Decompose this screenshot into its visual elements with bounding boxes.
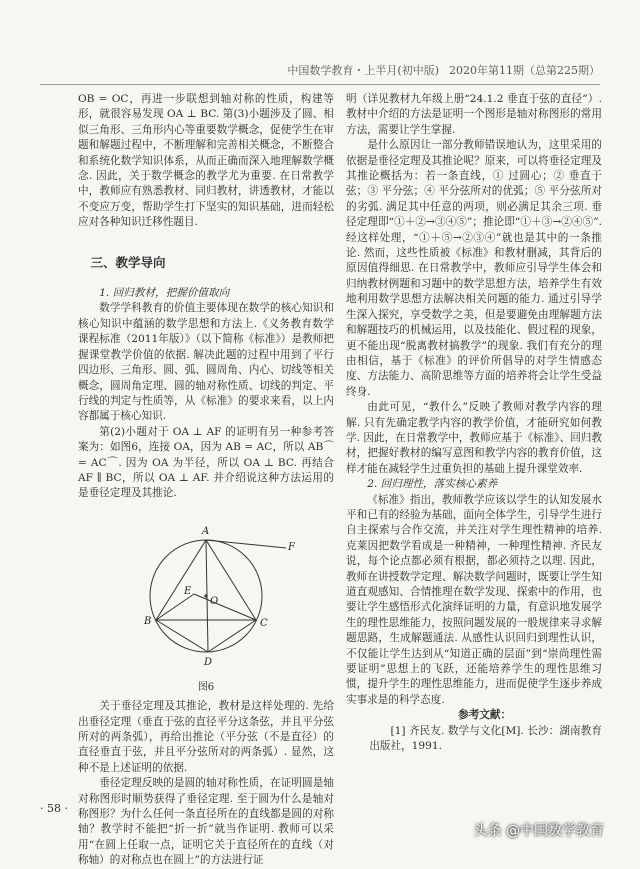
reference-item: [1] 齐民友. 数学与文化[M]. 长沙：湖南教育出版社，1991. bbox=[369, 724, 602, 753]
label-o: O bbox=[210, 595, 219, 607]
right-paragraph-4: 《标准》指出，教师教学应该以学生的认知发展水平和已有的经验为基础，面向全体学生，引导学生进行自主探索与合作交流，并关注对学生理性精神的培养. 克莱因把数学看成是一种精神，一种理性精神. 齐民友说，每个论点都必须有根据，都必须持之以理. 因此，教师在讲授数学定理、解决数学问题时，既要让学生知道直观感知、合情推理在数学发现、探索中的作用，也要让学生感悟形式化演绎证明的力量，有意识地发展学生的理性思维能力，按照问题发展的一般规律来寻求解题思路，生成解题通法. 从感性认识回归到理性认识，不仅能让学生达到从“知道正确的层面”到“崇尚理性需要证明”思想上的飞跃，还能培养学生的理性思维习惯，提升学生的理性思维能力，进而促使学生逐步养成实事求是的科学态度. bbox=[346, 493, 602, 706]
header-rule bbox=[40, 84, 600, 85]
journal-name: 中国数学教育・上半月(初中版) bbox=[287, 64, 439, 77]
label-f: F bbox=[288, 541, 295, 553]
segment-dc bbox=[208, 620, 256, 652]
segment-be bbox=[156, 594, 194, 620]
figure-caption: 图6 bbox=[197, 681, 215, 693]
segment-ac bbox=[206, 540, 256, 620]
segment-af bbox=[206, 540, 286, 548]
segment-bd bbox=[156, 620, 208, 652]
right-column bbox=[346, 92, 602, 754]
references-title: 参考文献： bbox=[458, 709, 512, 722]
label-e: E bbox=[184, 585, 192, 597]
left-paragraph-1: OB = OC，再进一步联想到轴对称的性质，构建等形，就很容易发现 OA ⊥ BC. 第(3)小题涉及了圆、相似三角形、三角形内心等重要数学概念，促使学生在审题和解题过程中，不断理解和完善相关概念，不断整合和系统化数学知识体系，从而正确而深入地理解数学概念. 因此，关于数学概念的教学尤为重要. 在日常教学中，教师应有熟悉教材、同归教材，讲透教材，才能以不变应万变，帮助学生打下坚实的知识基础，进而轻松应对各种知识迁移性题目. bbox=[78, 93, 334, 229]
label-d: D bbox=[204, 656, 213, 668]
label-c: C bbox=[260, 617, 268, 629]
label-b: B bbox=[144, 615, 152, 627]
issue-number: 2020年第11期（总第225期） bbox=[449, 64, 600, 77]
segment-ab bbox=[156, 540, 206, 620]
figure-6 bbox=[78, 508, 334, 678]
page-number: · 58 · bbox=[40, 802, 68, 815]
segment-ec bbox=[194, 594, 256, 620]
right-paragraph-2: 是什么原因让一部分教师错误地认为，这里采用的依据是垂径定理及其推论呢？原来，可以将垂径定理及其推论概括为：若一条直线，① 过圆心；② 垂直于弦；③ 平分弦；④ 平分弦所对的优弧；⑤ 平分弦所对的劣弧. 满足其中任意的两项，则必满足其余三项. 垂径定理即“①＋②→③④⑤”；推论即“①＋③→②④⑤”. 经这样处理，“①＋⑤→②③④”就也是其中的一条推论. 然而，这些性质被《标准》和教材删减，其背后的原因值得细思. 在日常教学中，教师应引导学生体会和归纳教材例题和习题中的数学思想方法，培养学生有效地利用数学思想方法解决相关问题的能力. 通过引导学生深入探究，享受数学之美，但是要避免由理解题方法和解题技巧的机械运用，以及技能化、假过程的现象，更不能出现“脱离教材搞教学”的现象. 我们有充分的理由相信，基于《标准》的评价所倡导的对学生情感态度、方法能力、高阶思维等方面的培养将会让学生受益终身. bbox=[346, 139, 602, 398]
left-paragraph-2: 数学学科教育的价值主要体现在数学的核心知识和核心知识中蕴涵的数学思想和方法上.《义务教育数学课程标准（2011年版）》（以下简称《标准》）是教师把握课堂教学价值的依据. 解决此题的过程中用到了平行四边形、三角形、圆、弧、圆周角、内心、切线等相关概念，圆周角定理、圆的轴对称性质、切线的判定、平行线的判定与性质等，从《标准》的要求来看，以上内容都属于核心知识. bbox=[78, 302, 334, 423]
left-paragraph-5: 垂径定理反映的是圆的轴对称性质，在证明圆是轴对称图形时顺势获得了垂径定理. 至于圆为什么是轴对称图形？为什么任何一条直径所在的直线都是圆的对称轴？教学时不能把“折一折”就当作证明. 教师可以采用“在圆上任取一点，证明它关于直径所在的直线（对称轴）的对称点也在圆上”的方法进行证 bbox=[78, 777, 334, 867]
section-title: 三、教学导向 bbox=[90, 254, 166, 270]
watermark: 头条 @中国数学教育 bbox=[473, 823, 604, 839]
point-o bbox=[204, 594, 207, 597]
subsection-title-2: 2. 回归理性，落实核心素养 bbox=[367, 478, 498, 491]
left-paragraph-3: 第(2)小题对于 OA ⊥ AF 的证明有另一种参考答案为：如图6，连接 OA，因为 AB = AC，所以 AB⌒ = AC⌒. 因为 OA 为半径，所以 OA ⊥ BC. 再结合 AF ∥ BC，所以 OA ⊥ AF. 并介绍说这种方法运用的是垂径定理及其推论. bbox=[78, 425, 334, 500]
right-paragraph-3: 由此可见，“教什么”反映了教师对教学内容的理解. 只有先确定教学内容的教学价值，才能研究如何教学. 因此，在日常教学中，教师应基于《标准》、回归教材，把握好教材的编写意图和教学内容的教育价值，这样才能在减轻学生过重负担的基础上提升课堂效率. bbox=[346, 401, 602, 475]
left-column bbox=[78, 92, 334, 869]
subsection-title-1: 1. 回归教材，把握价值取向 bbox=[99, 287, 230, 300]
running-header bbox=[40, 62, 600, 82]
right-paragraph-1: 明（详见教材九年级上册“24.1.2 垂直于弦的直径”）. 教材中介绍的方法是证明一个图形是轴对称图形的常用方法，需要让学生掌握. bbox=[346, 93, 602, 136]
label-a: A bbox=[202, 525, 210, 537]
geometry-diagram bbox=[116, 508, 306, 678]
left-paragraph-4: 关于垂径定理及其推论，教材是这样处理的. 先给出垂径定理（垂直于弦的直径平分这条弦，并且平分弦所对的两条弧），再给出推论（平分弦（不是直径）的直径垂直于弦，并且平分弦所对的两条弧）. 显然，这种不是上述证明的依据. bbox=[78, 700, 334, 774]
